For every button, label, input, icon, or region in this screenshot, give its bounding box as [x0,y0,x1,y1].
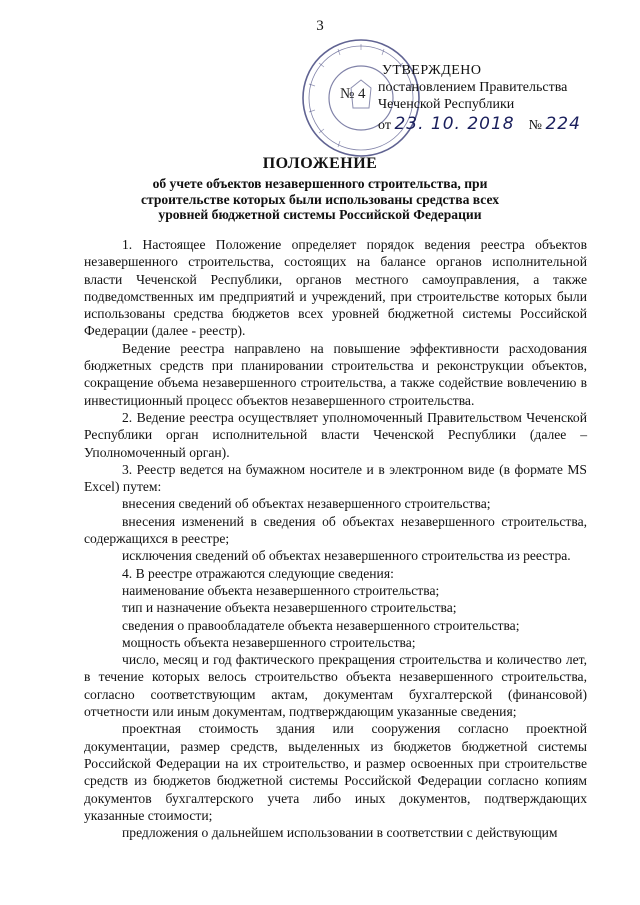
list-item: внесения сведений об объектах незавершенного строительства; [122,496,491,512]
list-item: тип и назначение объекта незавершенного строительства; [122,600,457,616]
list-item: число, месяц и год фактического прекращения строительства и количество лет, в течение которых велось строительство объекта незавершенного строительства, согласно соответствующим актам, документам бухгалтерской (финансовой) отчетности или иным документам, подтверждающим указанные сведения; [84,652,587,720]
list-item: наименование объекта незавершенного строительства; [122,582,440,598]
list-item: проектная стоимость здания или сооружения согласно проектной документации, размер средств, выделенных из бюджетов бюджетной системы Российской Федерации на их строительство, и размер освоенных при строительстве средств из бюджетов бюджетной системы Российской Федерации согласно копиям документов бухгалтерского учета либо иных документов, подтверждающих указанные стоимости; [84,721,587,823]
list-item: мощность объекта незавершенного строительства; [122,634,416,650]
handwritten-number: 224 [545,114,581,134]
list-item: исключения сведений об объектах незавершенного строительства из реестра. [122,548,571,564]
paragraph-purpose: Ведение реестра направлено на повышение эффективности расходования бюджетных средств при планировании строительства и реконструкции объектов, сокращение объема незавершенного строительства, а также содействие вовлечению в инвестиционный процесс объектов незавершенного строительства. [84,340,587,408]
document-subtitle: об учете объектов незавершенного строительства, при строительстве которых были использованы средства всех уровней бюджетной системы Российской Федерации [140,176,500,222]
approval-date-line [378,116,618,134]
list-item: сведения о правообладателе объекта незавершенного строительства; [122,617,520,633]
number-prefix: № [528,118,542,133]
approval-block [378,62,618,134]
approval-government-line: Чеченской Республики [378,97,515,112]
document-title: ПОЛОЖЕНИЕ [262,155,378,172]
paragraph-4: 4. В реестре отражаются следующие сведения: [122,565,394,581]
list-item: внесения изменений в сведения об объектах незавершенного строительства, содержащихся в реестре; [84,513,587,547]
page-number: 3 [316,18,324,34]
paragraph-3: 3. Реестр ведется на бумажном носителе и в электронном виде (в формате MS Excel) путем: [84,461,587,495]
approval-heading: УТВЕРЖДЕНО [382,63,482,78]
paragraph-2: 2. Ведение реестра осуществляет уполномоченный Правительством Чеченской Республики орган исполнительной власти Чеченской Республики (далее – Уполномоченный орган). [84,409,587,460]
date-prefix: от [378,118,391,133]
registry-mark: № 4 [340,86,366,102]
approval-resolution-line: постановлением Правительства [378,80,568,95]
list-item: предложения о дальнейшем использовании в соответствии с действующим [122,825,558,841]
handwritten-date: 23. 10. 2018 [394,114,515,134]
paragraph-1: 1. Настоящее Положение определяет порядок ведения реестра объектов незавершенного строительства, состоящих на балансе органов исполнительной власти Чеченской Республики, органов местного самоуправления, а также подведомственных им предприятий и учреждений, при строительстве которых были использованы средства бюджетов всех уровней бюджетной системы Российской Федерации (далее - реестр). [84,237,587,339]
document-body [84,236,587,841]
